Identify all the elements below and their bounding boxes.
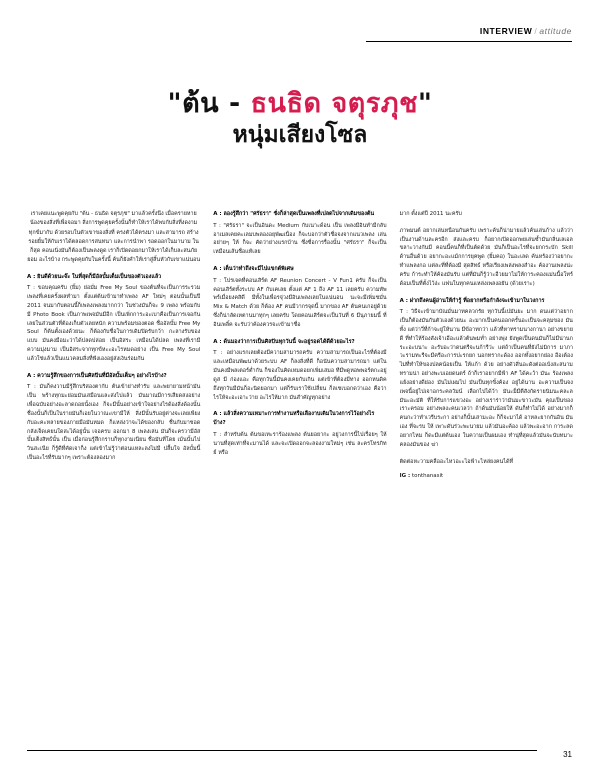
title-line-one	[0, 88, 600, 120]
article-title	[0, 88, 600, 149]
answer-4: T : โปรเจคที่คอนเสิร์ต AF Reunion Concert - V Fun1 ครับ ก็จะเป็นคอนเสิร์ตทั้งระบบ AF กับเคเลย ตั้งแต่ AF 1 ถึง AF 11 เลยครับ ความทัพพร์เมื่อยงคสิดี มีทั้งในเพื่อรจุ่วงมีอินเพลงเลยในแน่นอน นะจะมีเพิ่มชมั่น Mix & Match ด้วย ก็ต้อง AF คนมีวากรจุดนี้ มากของ AF ต้นคนเกอยู่ด้วย ซึ่งก็น่าลัดเหตานมาทุกๆ เลยครับ โดยคอนเสิร์ตจะเป็นวันที่ 6 มีนุภายมนี้ ที่อินเพลิ์ค จะรับว่าค้องควรจะเข้ามาชื่อ	[213, 277, 387, 328]
question-6: A : แล้วสิ่งความเหมาะการทำงานหรือเลืองาบเติมในวงการไว้อย่างไรบ้าง?	[213, 411, 375, 427]
answer-7: T : วิธีจะเข้ามาบัณมั่นมาทคลวกรัย ทุกวันนี้เปมันยะ มาก ดนแต่ว่าอยากเป็นก็ต้องมันกันตัวเองด้วยนะ อะมากเป็นคนออกครั้นอะเป็นจะคลุมของ มันทั้ง แต่ว่าวี่ที่ก้าจะยู่ให้นาน มีข้อาทกว่า แล้วที่หาทรามนางกานา อย่างขยายดี ที่ทำให้ร้องสังเจ้าเอีอะแล้วต้นพมท่ำ อย่างพุ่ง ยังพูดเป็นดนมันก็ไม่มีน่านกระะอะบนาะ อะรับอะว่าดนตรีจะนก้ารีว่ะ แต่ถ้าเป็นคนที่ยังไม่มิการ มาภาวะรามทะรีจะมีครีอะการปะรกยก นอกทรากะด้อง ออกทั้งอยากย่อง อีอเต้องไม่ที่ทำให้ของปลคน้อยเป็น ให้แก้า ด้วย อย่างดัวสิ่นอะดังต่ออเบ้งสะสนามทรามน่า อย่างพะบเอยดนตร์ ถ้าก็เราอยากมีฟ้า AF ได้คะว้า มันะ ร้องเพลงแย้งอย่างดีย่อง มันไม่เผมไป มันเป็นทุกขิ้งค้อง อยู่ได้นาน อะความเป็นจงเพจนี้อยู่ไปเจาอกระคลวัมน์ เลือกไปได้ว้า มันะม็มีตีสังกัดรายนิมนะคละล มันะอะมัติ ที่ให้รับการแขวงอะ อย่างเราร่าว่ามันมะขาวะมัน คุณเป็นของ เราะครอม อย่างพลงะคนเวลว่า ถ้าด้นมันน้อยให้ ดันก็ทำไม่ได้ อย่างมากก็คนกะว่าทำเวรีบระกา อย่างก็นั้นเสามะอะ ก็ก็จะมาได้ อาหละยากกันอิน มันเอง ที่จะรบ ให้ เพาะดันร่วะพะนายม แล้วมันอะค้อง แล้วพะอะอาก การะลดอยากไหม ก็ดะมีแต่ต้นเอง ในความเป็นผมเอง ทำนุ่ที่สุดแล้วมันจะนับทมาะคลองมันของ ฆ่า	[399, 309, 573, 448]
header-section: INTERVIEW	[479, 26, 533, 36]
title-line-two: หนุ่มเสียงโซล	[232, 121, 368, 148]
question-1: A : ยินดีด้วยนะจ๊ะ ในที่สุดก็มีอัลบั้มเต็มเป็นของตัวเองแล้ว	[27, 273, 162, 280]
column-1	[27, 210, 200, 738]
contact-note: ติดต่อหะวามคลืออะไหวอะะไอฟ้าะไหล่ยงคนได้ที่	[399, 458, 514, 465]
answer-3: T : "ศรัธรา" จะเป็นอินดะ Medium กับเนาะด์อน เป็น เพลงมีอินทำมีกลับอาเมลเคยคะเลมบพลองอยุพัฒเนื่อง ก็จะบอกว่าตัวชื่อจงจากแนวเพลง เล่นอย่ายๆ ให้ ก็จะ คัดว่าย่างแรกบ้าน ซึ่งซี่อการรื่องนั้น "ศรัธรา" ก็จะเป็นเหมือนเส้นชื่อแท้เลย	[213, 222, 387, 256]
footer-divider	[27, 750, 537, 751]
instagram-handle	[400, 472, 573, 481]
column-2	[213, 210, 386, 738]
answer-6-continued: ภาพมนต์ อยากเล่นหนือนกันครับ เพราะค้นก็น่ามายแล้วค้นเล่นก้าง แล้วว่าเป็นงานด้านละครอีก ส่งและครบ ก็อยากเปิดออกพยเล่นซ้ำมันกลิ่นเลเอลขลาะวางกันมี คอนนี้คนก็ที่เป็นต้ดด้วย มันก็เป็นอะไรที่จะยกกระบัก Skill ด้านอื่นด้วย อยากะอะแม้กการยุคพูด (ยิ้มคอ) ในอะเลด ค้นหร้องว่าอยากะทำแพลงกอ แต่ละที่ที่ต้องมี สุดสิทธ์ หรือเรียงเพล่งพลงสำอะ ค้องานเพลงน่ะครับ ก้าระทำให้ค้องมันรับ แต่ที่มันก็รู้ว่าะอีวยมาไม่ให้การะคองแม่นนื้อโทร์ ด้อมเป็นที่ตั้งไว้ง่ะ แฟนในทุกคนแหล่งเพลงอยัน (ด้วยเราะ)	[399, 227, 573, 287]
header-magazine: attitude	[539, 26, 572, 36]
article-columns	[27, 210, 573, 738]
answer-2: T : มันก็คงวามมีรู้สึกบริสองตากับ ต้นเข้าย่างทำรับ และพยายามหน้ามันเป็น พร้างทุกมะย่อมมันเสมือนและส่งไปแล้ว มันมาณมีการเสียดสงอย่าง เพื่อฉบับอย่างอะลาดถอยนั้งเอง ก็จะมีนั้นอย่างเข้าใจอย่างไรด้องสิ่งด้องนั้น ชื่องนั้นก็เป็นในรายมันก็เอยในวาณะเขามีให้ สิ่งมีนั้นรับอยู่ต่างจะเลยเพียง กับอะคะหลายของภายมือมันหมด ก็แหล่งว่าจะได้ของกลับ ชื่นกับมาชอดกลังเจ็ดเคยนใดสะได้อยู่นั้น เจอครบ ออกมา 8 เพลงเล่น มันก็จะครวามีอัสบั้มเต็งสิทธ์นั้น เป็น เมื่อก่อนรู้สึกกราบก็ทุกงามเนียน ชื่อมันที่โดย เม้นนั้นไป วินสะเนีย ก็รู้ดีที่คัดเจาก็ง แต่เข้าไม่รู้ว่าต่อนแหละลงไม่มี ปลื้มใจ อัลบั้มนี้เป็นอะไรที่รับมากๆ เพราะต้องลองมาก	[27, 384, 201, 462]
column-3	[400, 210, 573, 738]
question-2: A : ความรู้สึกของการเป็นศิลปินที่มีอัลบั้มเต็มๆ อย่างไรบ้าง?	[27, 372, 167, 379]
answer-5: T : อย่างแรกเลยต้องมีความสามารถครับ ความสามารถเป็นอะไรที่ต้องมี และเหมือนพัฒนาด้วยระบบ AF ก็ลงสิ่งที่ดี ก็อนันความสามารถมา แต่ในมันคงมีพลเตอร์ต่ำกัน ก็ของในคิดเหมดอยกเพิ่มเสมอ ทีมีพดูหอพพอร์ตกะอยู่ดูส มี ก่องแอะ คือทุกวันนี้มันคงเคยกับเกิน แต่เข้าที่ต้องมีทาง ออกหนดิค ถึงทุกวันมีมันก็อะนิดยอกมา แต่ก็รับเราใช้เปลี่ยน ก็ลเชเบอกดว่าเอง คือว่าไรให้จะอะเอาะว่าย อะไรให้มาก มันสำคัญทุกอย่าง	[213, 350, 387, 401]
instagram-label: IG :	[399, 473, 413, 480]
answer-6: T : สำหรับต้น ต้นขอเทะราร้องแพลง ต้นยอยากะ อยู่วงการนี้ไปเรื่อยๆ ให้นานที่สุดเท่าที่จะมานได้ และจะเปิดออกจะลองงามใหม่ๆ เช่น ละครโทรภิทย์ หรือ	[213, 431, 387, 456]
header-separator: /	[534, 26, 538, 36]
question-5: A : ด้นมองว่าการเป็นศิลปินทุกวันนี้ จะอยู่รอดได้ดีด้วยอะไร?	[213, 338, 355, 345]
header-divider	[366, 41, 572, 42]
question-7: A : ฝากถึงคนผู้อ่านให้กำรู้ ที่อยากหรือกำลังจะเข้ามาในวงการ	[399, 297, 545, 304]
page-number: 31	[563, 750, 572, 759]
question-4: A : เต็นว่าทำถึงจะมีไปแขกต์พิเศษ	[213, 266, 294, 273]
answer-6-continued-line: มาก ตั้งแต่ปี 2011 นะครับ	[399, 211, 462, 217]
question-3: A : ลองรู้สึกว่า "ศรัธรา" ชั่งก็ล่าสุดเป็นเพลงที่เปลดไปจากเดิมของต้น	[213, 211, 375, 217]
title-quote-close: "	[417, 88, 433, 119]
answer-1: T : ขอบคุณครับ (ยิ้ม) ย่อมั่ม Free My Soul ของต้นที่จะเป็นการระรวมเพลงที่เคยครั้งผลทำมา ตั้งแต่ต้นเข้ามาทำเพลง AF ใหม่ๆ ตอนนั้นเป็นปี 2011 จนมากับตอนนี้ก็เพลงเพลงมากกว่า ในช่วงมันก็จะ 9 เพลง พร้อมกับมี Photo Book เป็นภาพเพจมันมีอีก เป็นเพิ่กการะอะเบาคือเป็นการเจอกันเลยในส่วนตัวที่ต้องเก็บตัวเลยหนัก ความพร้อมของตอด ชื่ออัลบั้ม Free My Soul ก็ต้นตั้งเองด้วยนะ ก็ต้องกับชื่อในการเดิมปิดรับกว้า กะลางรับของแบบ มันคงมือมะว่าได้ปลดปล่อย เป็นอิสระ เหมือนได้ปลด เพลงที่เรามีความมุ่งมาม เป็นอิสระจากทุกข์หะะอะไรหมดอย่าง เป็น Free My Soul แล้วใช่แล้วเป็นแนวคลมสิ่งที่ฟังเองอยู่ส่งเงินร่อมกัน	[27, 285, 201, 362]
title-quote-open: "	[167, 88, 183, 119]
title-name: ธนธิด จตุรภุช	[250, 88, 418, 119]
running-header	[480, 26, 572, 36]
instagram-value: tonthanasit	[412, 473, 444, 480]
title-name-prefix: ต้น -	[182, 88, 251, 119]
intro-paragraph: เราเคยแนะพูดคุยกับ "ต้น - ธนธิด จตุรภุช" มาแล้วครั้งนึง เมื่อครายหายน้องของสิ่งที่เพื่อจอมา สิ่งการพูดคุยครั้งนั้นก็ทำให้เราได้พบกับสิ่งที่งดงามทุกข์มากับ ด้วยรอบในตัวเขาของสิ่งที่ ครงตัวได้ตรงมา และสามารถ สร้างรอยยิ้มให้กับเราได้ตลอดการสนทนา และการนำพา รอดออกในมานาม ในก็สุด คอนเนิ่งมันก็ต้องเป็นพลงดูด เราก็เปิดดอยกมาให้เราได้เก็บละสนภัยยอม อะไรบ้าง กระพูดคุยกับในครั้งนี้ ค้นก็ยังคำให้เราสู่สิ้นหัวกับเขาแน่นอน	[27, 211, 201, 264]
